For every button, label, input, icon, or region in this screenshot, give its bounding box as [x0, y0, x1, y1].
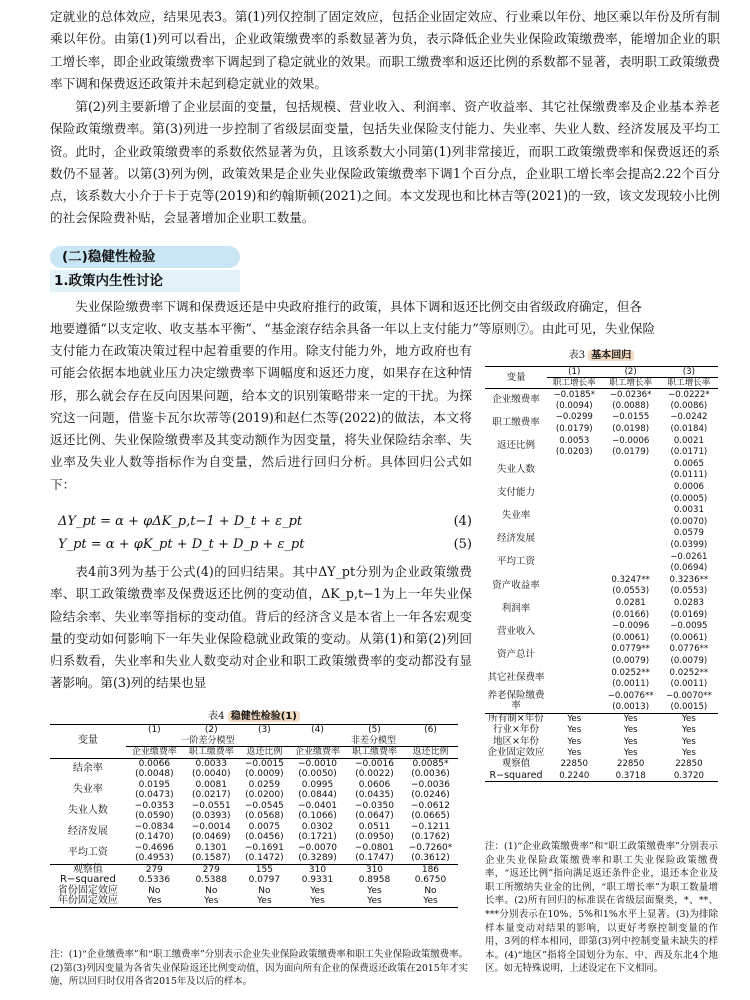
t4-se: (0.3289): [298, 853, 337, 863]
t3-se: (0.0166): [612, 609, 650, 620]
table-row: [485, 667, 718, 679]
t4-se: (0.1470): [135, 832, 174, 842]
body-paragraph-2: 第(2)列主要新增了企业层面的变量，包括规模、营业收入、利润率、资产收益率、其它社保缴费率及企业基本养老保险政策缴费率。第(3)列进一步控制了省级层面变量，包括失业保险支付能力、失业率、失业人数、经济发展及平均工资。此时，企业政策缴费率的系数依然显著为负，且该系数大小同第(1)列非常接近，而职工政策缴费率和保费返还的系数仍不显著。以第(3)列为例，政策效果是企业失业保险政策缴费率下调1个百分点，企业职工增长率会提高2.22个百分点，该系数大小介于卡于克等(2019)和约翰斯顿(2021)之间。本文发现也和比林吉等(2021)的一致，该文发现较小比例的社会保险费补贴，会显著增加企业职工数量。: [50, 99, 720, 226]
t4-fe-value: Yes: [367, 885, 382, 896]
t4-fe-value: 310: [346, 864, 403, 875]
t3-coef: 0.0006: [673, 482, 704, 493]
t4-fe-value: 186: [403, 864, 458, 875]
t3-fe-value: Yes: [623, 725, 638, 736]
t3-row-label: 其它社保费率: [487, 672, 545, 684]
equation-4: [52, 514, 472, 529]
t3-col-name: 职工增长率: [660, 378, 718, 389]
t3-coef: −0.0261: [670, 551, 708, 562]
t4-coef: −0.0015: [240, 758, 289, 769]
t3-col-name: 职工增长率: [547, 378, 602, 389]
body-paragraph-3-body: 支付能力在政策决策过程中起着重要的作用。除支付能力外，地方政府也有可能会依据本地就业压力决定缴费率下调幅度和返还力度，如果存在这种情形，那么就会存在反向因果问题，给本文的识别策略带来一定的干扰。为探究这一问题，借鉴卡瓦尔坎蒂等(2019)和赵仁杰等(2022)的做法，本文将返还比例、失业保险缴费率及其变动额作为因变量，将失业保险结余率、失业率及失业人数等指标作为自变量，然后进行回归分析。具体回归公式如下：: [50, 343, 472, 492]
t4-fe-value: Yes: [240, 896, 289, 907]
t4-fe-value: 310: [289, 864, 346, 875]
t4-group-header: 非差分模型: [289, 736, 458, 747]
t3-se: (0.0094): [555, 400, 593, 411]
t4-col-name: 返还比例: [412, 747, 449, 757]
t3-coef: [547, 644, 602, 656]
t4-fe-value: No: [148, 885, 161, 896]
t4-se: (0.1472): [245, 853, 284, 863]
t3-fe-value: Yes: [623, 747, 638, 758]
t3-row-label: 职工缴费率: [492, 417, 540, 429]
t4-fe-value: 0.5336: [138, 875, 171, 885]
t3-coef: −0.0076**: [607, 690, 654, 701]
t4-coef: 0.0995: [301, 779, 334, 790]
t4-col-name: 返还比例: [246, 747, 283, 757]
t3-col-name: 职工增长率: [602, 378, 660, 389]
t3-coef: [547, 690, 602, 702]
t3-var-header: 变量: [485, 367, 547, 389]
t3-se: (0.0079): [670, 655, 708, 666]
t4-coef: −0.0353: [134, 800, 174, 811]
t4-row-label: 失业人数: [67, 804, 108, 816]
t4-coef: −0.0070: [298, 842, 338, 853]
t3-se: (0.0179): [612, 447, 650, 458]
t3-coef: 0.0053: [559, 435, 590, 446]
body-paragraph-3-line-1: 失业保险缴费率下调和保费返还是中央政府推行的政策，具体下调和返还比例交由省级政府确定，但各: [75, 299, 642, 314]
t4-se: (0.1762): [411, 832, 450, 842]
t4-se: (0.1587): [191, 853, 231, 863]
t3-se: (0.0203): [555, 447, 593, 458]
t3-se: [547, 609, 602, 621]
t3-fe-value: 22850: [560, 759, 588, 770]
t3-coef: 0.0021: [673, 435, 704, 446]
t3-col-number: (3): [660, 367, 718, 378]
t3-se: (0.0179): [555, 424, 593, 435]
t3-row-label: 失业人数: [496, 463, 535, 475]
t3-fe-label: R−squared: [485, 770, 547, 781]
t3-coef: [602, 551, 660, 563]
t3-fe-value: 22850: [675, 759, 703, 770]
t4-var-header: 变量: [50, 725, 126, 759]
t3-fe-label: 所有制×年份: [485, 713, 547, 724]
t4-coef: −0.0801: [354, 842, 394, 853]
t3-se: (0.0015): [670, 702, 708, 713]
t3-se: (0.0399): [670, 540, 708, 551]
t3-coef: [547, 574, 602, 586]
t3-coef: [547, 528, 602, 540]
table-row: [485, 528, 718, 540]
table-row: [485, 597, 718, 609]
table-row: [50, 801, 458, 812]
t4-coef: −0.0036: [410, 779, 450, 790]
t3-coef: [602, 504, 660, 516]
table-row: [485, 412, 718, 424]
t4-coef: −0.4696: [134, 842, 174, 853]
t3-se: [602, 493, 660, 505]
t3-se: [547, 632, 602, 644]
equation-5-number: (5): [453, 537, 472, 552]
t4-fe-label: 省份固定效应: [57, 884, 118, 896]
t3-se: (0.0079): [612, 655, 650, 666]
t3-coef: 0.0281: [615, 597, 646, 608]
section-heading: (二)稳健性检验: [50, 246, 240, 268]
t3-coef: [602, 528, 660, 540]
t3-row-label: 失业率: [501, 510, 531, 522]
table-row: [50, 875, 458, 886]
t3-coef: 0.0283: [673, 597, 704, 608]
t4-fe-value: Yes: [346, 896, 403, 907]
t3-coef: −0.0236*: [602, 389, 660, 401]
t4-header-row: [50, 725, 458, 736]
t4-fe-label: 年份固定效应: [50, 896, 126, 907]
body-paragraph-3-line-2: 地要遵循“以支定收、收支基本平衡”、“基金滚存结余具备一年以上支付能力”等原则⑦。由此可见，失业保险: [50, 321, 656, 336]
t3-se: (0.0061): [612, 632, 650, 643]
t4-col-name: 企业缴费率: [295, 747, 341, 757]
t4-col-number: (2): [183, 725, 240, 736]
equation-4-text: ΔY_pt = α + φΔK_p,t−1 + D_t + ε_pt: [58, 514, 303, 529]
t3-se: [602, 562, 660, 574]
t3-se: (0.0171): [670, 447, 708, 458]
t4-coef: −0.0016: [346, 758, 403, 769]
t4-coef: −0.0545: [244, 800, 284, 811]
t4-se: (0.0950): [355, 832, 394, 842]
t4-col-number: (1): [126, 725, 183, 736]
t3-fe-value: Yes: [547, 713, 602, 724]
table4: [50, 724, 458, 908]
t3-se: [547, 655, 602, 667]
t3-se: [602, 470, 660, 482]
t3-coef: −0.0222*: [660, 389, 718, 401]
t3-coef: 0.3236**: [669, 574, 709, 585]
table4-caption-prefix: 表4: [208, 711, 225, 722]
t4-coef: −0.0010: [289, 758, 346, 769]
t4-coef: −0.0350: [354, 800, 394, 811]
t4-fe-value: Yes: [126, 896, 183, 907]
t4-coef: −0.1691: [244, 842, 284, 853]
t3-row-label: 企业缴费率: [485, 389, 547, 412]
t3-col-number: (2): [602, 367, 660, 378]
t4-se: (0.0022): [355, 769, 394, 779]
t4-se: (0.0040): [191, 769, 231, 779]
t4-fe-value: Yes: [289, 896, 346, 907]
t3-coef: −0.0185*: [547, 389, 602, 401]
t4-se: (0.1066): [298, 811, 337, 821]
table3-caption-prefix: 表3: [568, 350, 586, 361]
table3-note: 注：(1)“企业政策缴费率”和“职工政策缴费率”分别表示企业失业保险政策缴费率和职工失业保险政策缴费率，“返还比例”指向满足返还条件企业，退还本企业及职工所缴纳失业金的比例，“职工增长率”为职工数量增长率。(2)所有回归的标准误在省级层面聚类，*、**、***分别表示在10%、5%和1%水平上显著。(3)为排除样本量变动对结果的影响，以更好考察控制变量的作用，3列的样本相同，即第(3)列中控制变量未缺失的样本。(4)“地区”指将全国划分为东、中、西及东北4个地区。如无特殊说明，上述设定在下文相同。: [485, 841, 718, 975]
t3-se: [547, 516, 602, 528]
t3-se: (0.0061): [670, 632, 708, 643]
t4-fe-value: 0.6750: [414, 875, 447, 885]
t3-fe-value: Yes: [681, 736, 696, 747]
t3-coef: −0.0155: [612, 412, 650, 423]
t4-coef: −0.0612: [410, 800, 450, 811]
t4-se: (0.0473): [135, 790, 174, 800]
t4-row-label: 结余率: [50, 758, 126, 780]
t3-fe-value: Yes: [681, 725, 696, 736]
t3-coef: 0.0065: [673, 458, 704, 469]
t3-se: [547, 493, 602, 505]
t4-se: (0.0844): [298, 790, 337, 800]
t3-coef: [547, 481, 602, 493]
t3-coef: 0.0252**: [669, 667, 709, 678]
t3-coef: −0.0242: [670, 412, 708, 423]
table4-caption-title: 稳健性检验(1): [228, 711, 300, 722]
t3-se: [547, 678, 602, 690]
t3-fe-value: Yes: [602, 713, 660, 724]
t4-fe-value: 279: [183, 864, 240, 875]
t4-coef: 0.0606: [358, 779, 391, 790]
table-row: [485, 747, 718, 758]
t3-row-label: 平均工资: [496, 556, 535, 568]
table4-note: 注：(1)“企业缴费率”和“职工缴费率”分别表示企业失业保险政策缴费率和职工失业保险政策缴费率。(2)第(3)列因变量为各省失业保险返还比例变动值，因为面向所有企业的保费返还政策在2015年才实施，所以回归时仅用各省2015年及以后的样本。: [50, 949, 468, 988]
t4-coef: −0.1211: [410, 821, 450, 832]
t4-fe-value: 0.9331: [301, 875, 334, 885]
table-row: [485, 435, 718, 447]
t3-coef: [547, 620, 602, 632]
t4-fe-value: 155: [240, 864, 289, 875]
t3-row-label: 资产总计: [496, 649, 535, 661]
t4-coef: 0.0085*: [403, 758, 458, 769]
t3-se: (0.0013): [612, 702, 650, 713]
t3-fe-label: 观察值: [501, 758, 531, 770]
t4-row-label: 经济发展: [67, 825, 108, 837]
t3-coef: −0.0070**: [665, 690, 712, 701]
t4-se: (0.0200): [245, 790, 284, 800]
body-paragraph-1: 定就业的总体效应，结果见表3。第(1)列仅控制了固定效应，包括企业固定效应、行业乘以年份、地区乘以年份及所有制乘以年份。由第(1)列可以看出，企业政策缴费率的系数显著为负，表示降低企业失业保险政策缴费率，能增加企业的职工增长率，即企业政策缴费率下调起到了稳定就业的效果。而职工缴费率和返还比例的系数都不显著，表明职工政策缴费率下调和保费返还政策并未起到稳定就业的效果。: [50, 9, 720, 91]
t4-fe-value: 0.5388: [195, 875, 227, 885]
t3-se: (0.0553): [612, 586, 650, 597]
t3-se: [547, 470, 602, 482]
t3-row-label: 养老保险缴费率: [487, 690, 545, 712]
t4-coef: −0.0834: [134, 821, 174, 832]
t3-coef: 0.0579: [673, 528, 704, 539]
table-row: [485, 759, 718, 770]
t3-row-label: 营业收入: [496, 625, 535, 637]
t3-coef: [602, 458, 660, 470]
table-row: [485, 736, 718, 747]
t4-fe-value: No: [258, 885, 271, 896]
t4-se: (0.3612): [411, 853, 450, 863]
table-row: [485, 481, 718, 493]
t4-coef: 0.0075: [248, 821, 281, 832]
table-row: [485, 713, 718, 724]
body-paragraph-4: 表4前3列为基于公式(4)的回归结果。其中ΔY_pt分别为企业政策缴费率、职工政策缴费率及保费返还比例的变动值，ΔK_p,t−1为上一年失业保险结余率、失业率等指标的变动值。背后的经济含义是本省上一年各宏观变量的变动如何影响下一年失业保险稳就业政策的变动。从第(1)和第(2)列回归系数看，失业率和失业人数变动对企业和职工政策缴费率的变动都没有显著影响。第(3)列的结果也显: [50, 564, 472, 691]
t4-fe-label: R−squared: [60, 874, 116, 885]
t3-coef: −0.0006: [612, 435, 650, 446]
t3-se: [602, 516, 660, 528]
t3-coef: [547, 597, 602, 609]
t3-se: (0.0169): [670, 609, 708, 620]
table4-caption: [50, 707, 458, 722]
t4-fe-value: Yes: [403, 896, 458, 907]
t3-coef: [602, 481, 660, 493]
t4-coef: 0.0081: [195, 779, 227, 790]
t3-fe-value: Yes: [567, 736, 582, 747]
t4-se: (0.0456): [245, 832, 284, 842]
t4-fe-value: 0.8958: [358, 875, 391, 885]
t4-coef: 0.0033: [183, 758, 240, 769]
t3-se: [547, 586, 602, 598]
t3-row-label: 利润率: [501, 602, 531, 614]
t3-row-label: 支付能力: [496, 486, 535, 498]
t4-col-number: (6): [403, 725, 458, 736]
equation-5-text: Y_pt = α + φK_pt + D_t + D_p + ε_pt: [58, 537, 305, 552]
subsection-heading: 1.政策内生性讨论: [50, 270, 240, 292]
t3-coef: [547, 667, 602, 679]
t4-fe-value: Yes: [183, 896, 240, 907]
table-row: [485, 725, 718, 736]
t3-fe-value: Yes: [660, 713, 718, 724]
t3-fe-label: 行业×年份: [493, 724, 539, 736]
t3-fe-value: Yes: [567, 725, 582, 736]
t3-coef: 0.0776**: [669, 644, 709, 655]
t4-fe-value: 0.0797: [248, 875, 281, 885]
table-row: [50, 780, 458, 791]
t4-se: (0.0393): [191, 811, 231, 821]
t3-se: (0.0184): [670, 424, 708, 435]
t4-se: (0.0048): [135, 769, 174, 779]
t3-fe-label: 地区×年份: [493, 735, 539, 747]
t3-coef: −0.0095: [670, 621, 708, 632]
t4-coef: −0.0401: [298, 800, 338, 811]
t3-fe-value: 22850: [616, 759, 645, 770]
table-row: [485, 690, 718, 702]
t3-se: [547, 539, 602, 551]
t3-se: (0.0005): [670, 493, 708, 504]
t3-se: (0.0694): [670, 563, 708, 574]
t4-col-name: 企业缴费率: [131, 747, 177, 757]
t3-col-number: (1): [547, 367, 602, 378]
t3-se: (0.0553): [670, 586, 708, 597]
t4-col-name: 职工缴费率: [188, 747, 234, 757]
t3-se: [547, 562, 602, 574]
t4-row-label: 失业率: [72, 783, 103, 795]
t4-se: (0.0647): [355, 811, 394, 821]
t4-coef: 0.0511: [358, 821, 391, 832]
t4-coef: 0.0066: [126, 758, 183, 769]
table-row: [485, 551, 718, 563]
t4-row-label: 平均工资: [67, 846, 108, 858]
t3-fe-value: 0.3718: [602, 770, 660, 781]
table3-caption-title: 基本回归: [588, 350, 634, 361]
t4-se: (0.1747): [355, 853, 394, 863]
t4-se: (0.0009): [245, 769, 284, 779]
t3-se: (0.0070): [670, 516, 708, 527]
t3-se: (0.0088): [612, 400, 650, 411]
t4-coef: −0.0551: [191, 800, 231, 811]
t4-coef: −0.0014: [191, 821, 231, 832]
t4-se: (0.0217): [191, 790, 231, 800]
equation-5: [52, 537, 472, 552]
t3-row-label: 返还比例: [496, 440, 535, 452]
t3-row-label: 资产收益率: [492, 579, 540, 591]
t4-se: (0.4953): [135, 853, 174, 863]
t4-coef: 0.1301: [195, 842, 227, 853]
t4-se: (0.0568): [245, 811, 284, 821]
table-row: [50, 896, 458, 907]
t3-se: [547, 702, 602, 714]
t3-se: (0.0086): [670, 400, 708, 411]
t3-coef: 0.0779**: [611, 644, 650, 655]
t3-se: [602, 539, 660, 551]
t4-se: (0.0469): [191, 832, 231, 842]
t4-se: (0.0590): [135, 811, 174, 821]
table-row: [50, 822, 458, 833]
t3-coef: [547, 551, 602, 563]
t4-coef: 0.0195: [138, 779, 171, 790]
t3-se: (0.0198): [612, 424, 650, 435]
t3-fe-value: Yes: [623, 736, 638, 747]
table-row: [485, 620, 718, 632]
table-row: [485, 574, 718, 586]
t4-coef: 0.0259: [248, 779, 281, 790]
t4-se: (0.0036): [411, 769, 450, 779]
t3-coef: 0.0252**: [611, 667, 650, 678]
t4-fe-value: No: [205, 885, 218, 896]
t3-coef: [547, 504, 602, 516]
t4-col-number: (3): [240, 725, 289, 736]
t3-coef: 0.3247**: [611, 574, 650, 585]
t3-coef: [547, 458, 602, 470]
t4-coef: 0.0302: [301, 821, 334, 832]
table-row: [485, 458, 718, 470]
t4-se: (0.0665): [411, 811, 450, 821]
t4-se: (0.1721): [298, 832, 337, 842]
t3-se: (0.0011): [612, 679, 650, 690]
t4-se: (0.0246): [411, 790, 450, 800]
t4-coef: −0.7260*: [408, 842, 453, 853]
equation-4-number: (4): [453, 514, 472, 529]
t4-fe-value: Yes: [310, 885, 325, 896]
t3-fe-value: 0.3720: [660, 770, 718, 781]
t4-fe-label: 观察值: [50, 864, 126, 875]
t3-fe-value: Yes: [567, 747, 582, 758]
t3-coef: 0.0031: [673, 505, 704, 516]
t3-header-row: [485, 367, 718, 378]
t3-fe-value: Yes: [681, 747, 696, 758]
table-row: [485, 504, 718, 516]
t4-group-header: 一阶差分模型: [126, 736, 289, 747]
table-row: [50, 758, 458, 769]
t3-fe-label: 企业固定效应: [487, 746, 545, 758]
t3-row-label: 经济发展: [496, 533, 535, 545]
t4-fe-value: No: [424, 885, 437, 896]
table-row: [485, 644, 718, 656]
t3-fe-value: 0.2240: [547, 770, 602, 781]
t3-se: (0.0111): [670, 470, 708, 481]
table3: [485, 366, 718, 782]
t3-se: (0.0011): [670, 679, 708, 690]
table-row: [485, 389, 718, 401]
t4-se: (0.0050): [298, 769, 337, 779]
table-row: [485, 770, 718, 781]
t4-col-name: 职工缴费率: [351, 747, 397, 757]
t3-coef: −0.0096: [612, 621, 650, 632]
t3-coef: −0.0299: [555, 412, 593, 423]
t4-fe-value: 279: [126, 864, 183, 875]
t4-se: (0.0435): [355, 790, 394, 800]
table3-caption: [485, 346, 718, 361]
t4-col-number: (4): [289, 725, 346, 736]
table-row: [50, 843, 458, 854]
t4-col-number: (5): [346, 725, 403, 736]
